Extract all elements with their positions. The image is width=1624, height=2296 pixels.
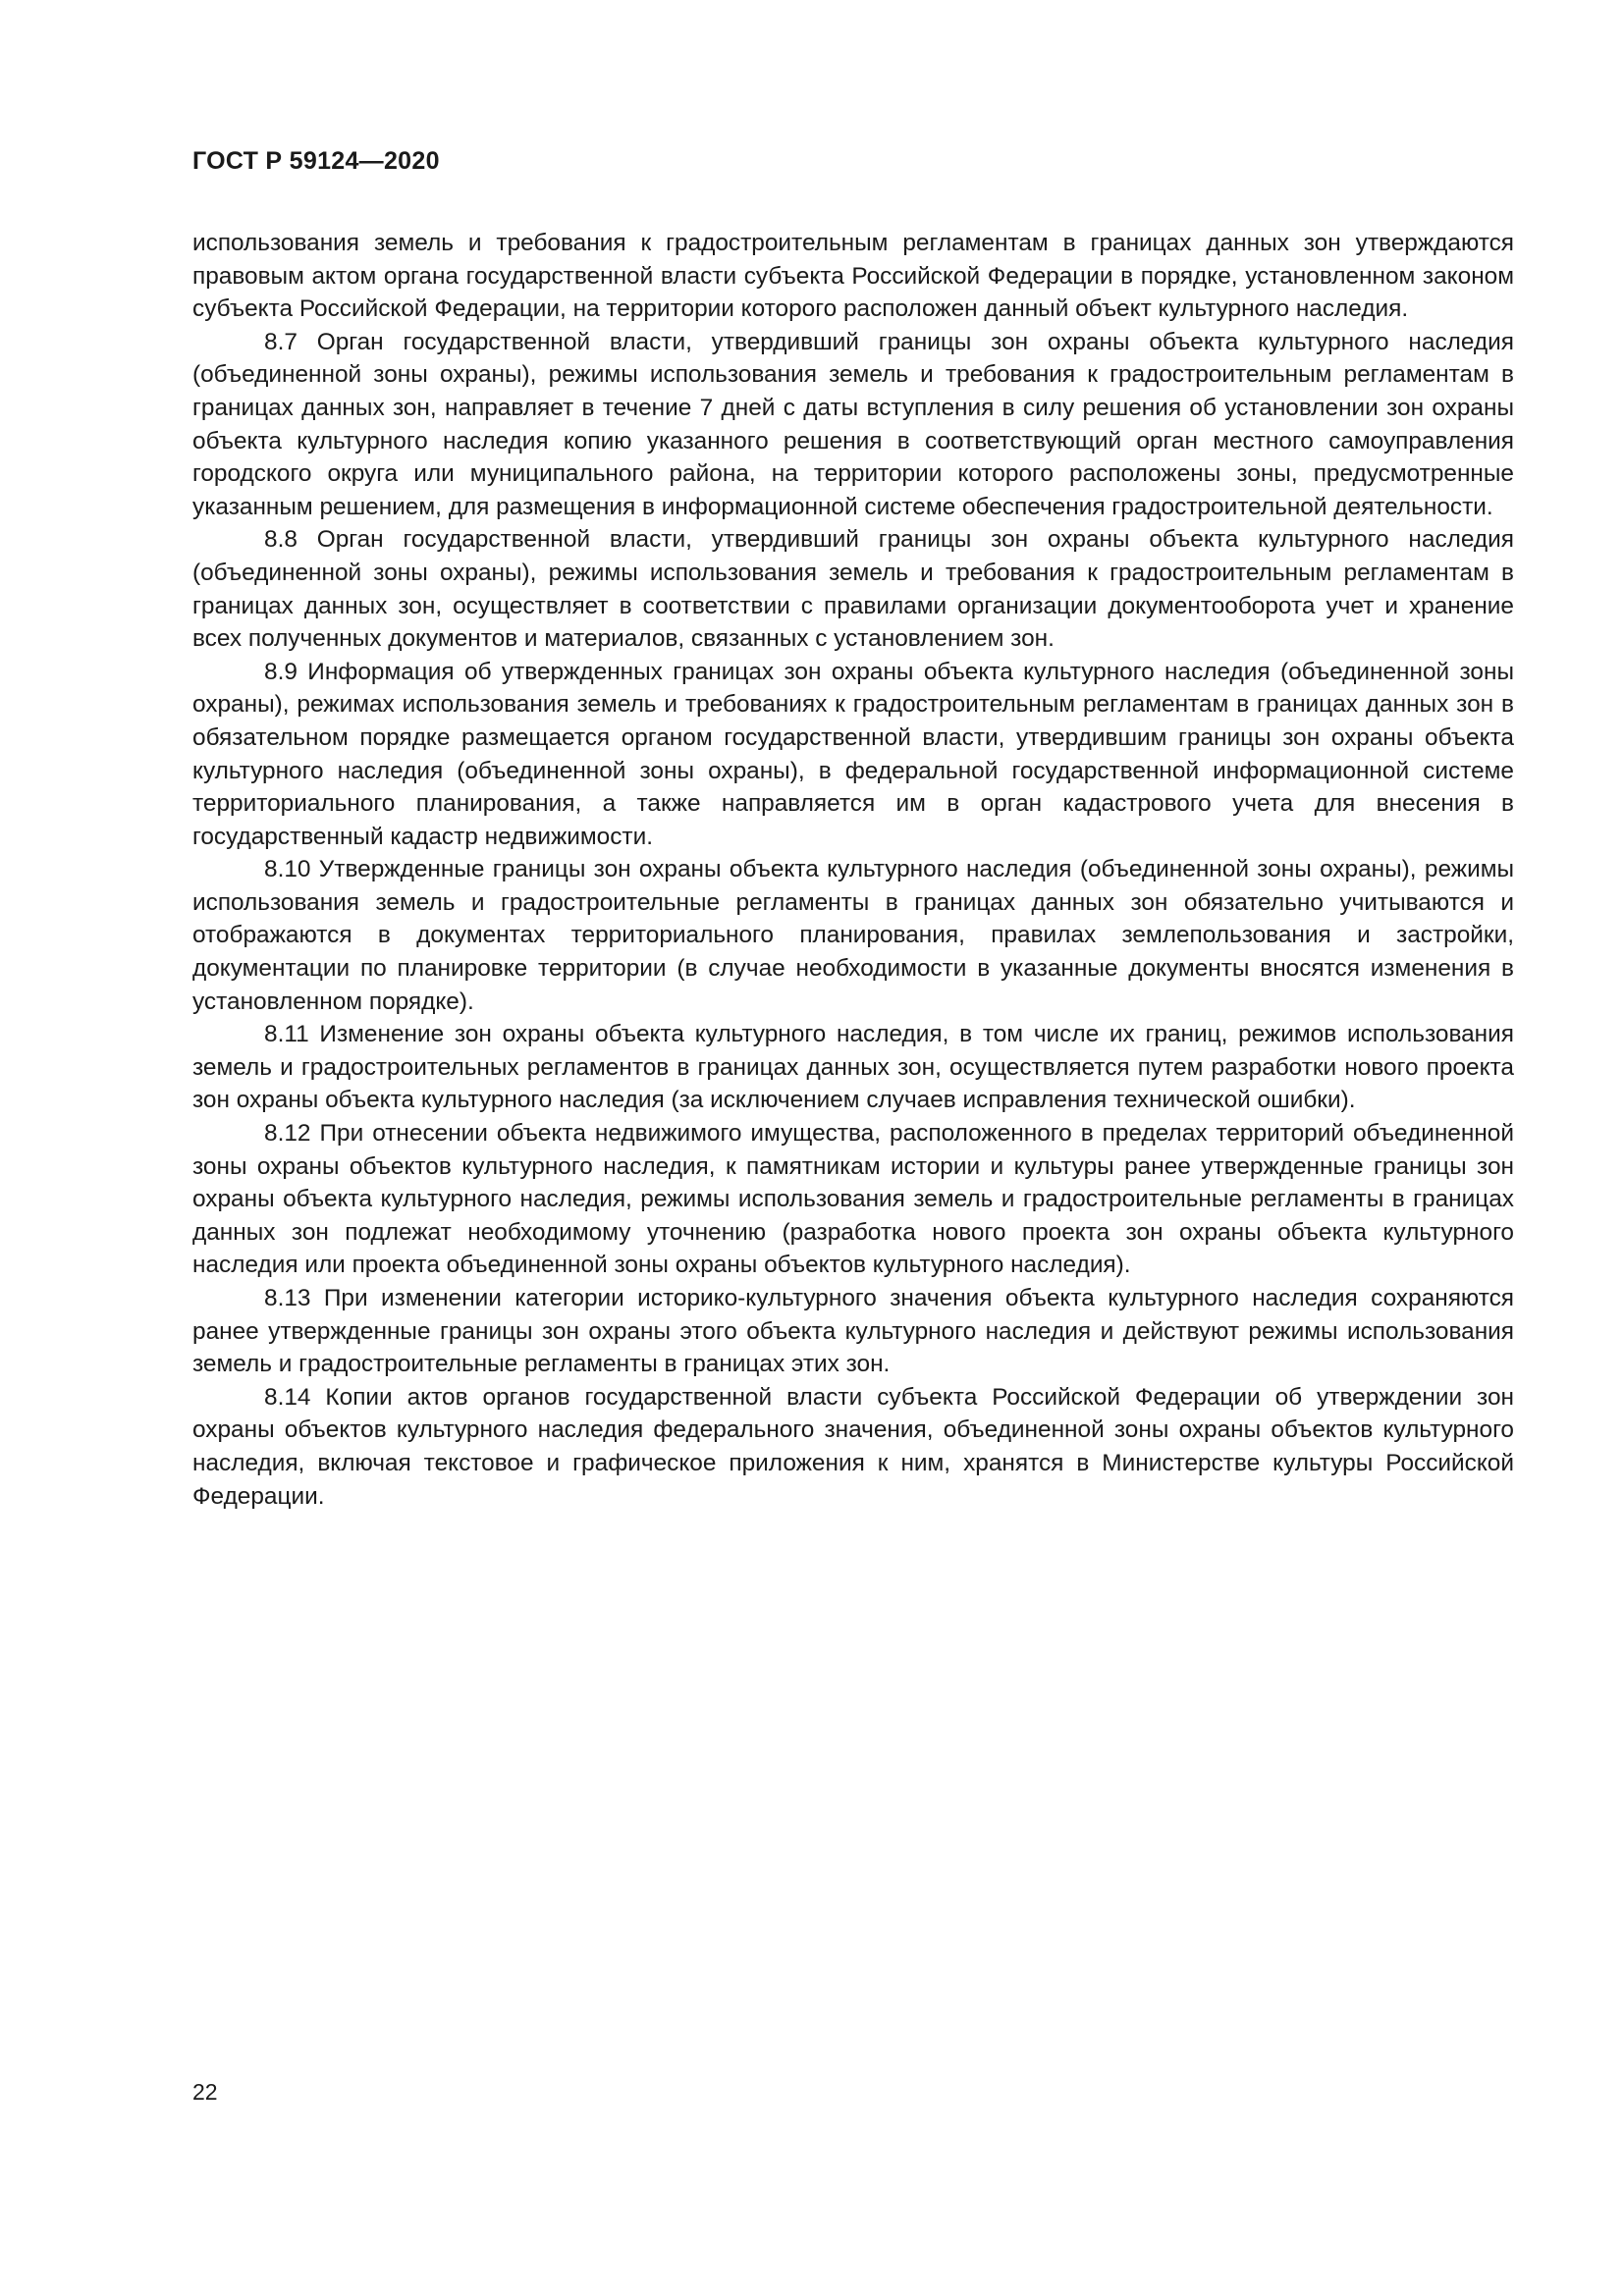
paragraph-continuation: использования земель и требования к градостроительным регламентам в границах данных зон утверждаются правовым актом органа государственной власти субъекта Российской Федерации в порядке, установленном законом субъекта Российской Федерации, на территории которого расположен данный объект культурного наследия. xyxy=(192,230,1514,323)
page-number: 22 xyxy=(192,2079,218,2105)
paragraph-8-8: 8.8 Орган государственной власти, утвердивший границы зон охраны объекта культурного наследия (объединенной зоны охраны), режимы использования земель и требования к градостроительным регламентам в границах данных зон, осуществляет в соответствии с правилами организации документооборота учет и хранение всех полученных документов и материалов, связанных с установлением зон. xyxy=(192,526,1514,653)
paragraph-8-7: 8.7 Орган государственной власти, утвердивший границы зон охраны объекта культурного наследия (объединенной зоны охраны), режимы использования земель и требования к градостроительным регламентам в границах данных зон, направляет в течение 7 дней с даты вступления в силу решения об установлении зон охраны объекта культурного наследия копию указанного решения в соответствующий орган местного самоуправления городского округа или муниципального района, на территории которого расположены зоны, предусмотренные указанным решением, для размещения в информационной системе обеспечения градостроительной деятельности. xyxy=(192,328,1514,520)
document-header: ГОСТ Р 59124—2020 xyxy=(192,147,440,175)
paragraph-8-12: 8.12 При отнесении объекта недвижимого имущества, расположенного в пределах территорий объединенной зоны охраны объектов культурного наследия, к памятникам истории и культуры ранее утвержденные границы зон охраны объекта культурного наследия, режимы использования земель и градостроительные регламенты в границах данных зон подлежат необходимому уточнению (разработка нового проекта зон охраны объекта культурного наследия или проекта объединенной зоны охраны объектов культурного наследия). xyxy=(192,1120,1514,1279)
document-body xyxy=(192,227,1514,1513)
paragraph-8-9: 8.9 Информация об утвержденных границах зон охраны объекта культурного наследия (объединенной зоны охраны), режимах использования земель и требованиях к градостроительным регламентам в границах данных зон в обязательном порядке размещается органом государственной власти, утвердившим границы зон охраны объекта культурного наследия (объединенной зоны охраны), в федеральной государственной информационной системе территориального планирования, а также направляется им в орган кадастрового учета для внесения в государственный кадастр недвижимости. xyxy=(192,658,1514,850)
paragraph-8-10: 8.10 Утвержденные границы зон охраны объекта культурного наследия (объединенной зоны охраны), режимы использования земель и градостроительные регламенты в границах данных зон обязательно учитываются и отображаются в документах территориального планирования, правилах землепользования и застройки, документации по планировке территории (в случае необходимости в указанные документы вносятся изменения в установленном порядке). xyxy=(192,856,1514,1015)
paragraph-8-14: 8.14 Копии актов органов государственной власти субъекта Российской Федерации об утверждении зон охраны объектов культурного наследия федерального значения, объединенной зоны охраны объектов культурного наследия, включая текстовое и графическое приложения к ним, хранятся в Министерстве культуры Российской Федерации. xyxy=(192,1383,1514,1510)
paragraph-8-13: 8.13 При изменении категории историко-культурного значения объекта культурного наследия сохраняются ранее утвержденные границы зон охраны этого объекта культурного наследия и действуют режимы использования земель и градостроительные регламенты в границах этих зон. xyxy=(192,1285,1514,1378)
paragraph-8-11: 8.11 Изменение зон охраны объекта культурного наследия, в том числе их границ, режимов использования земель и градостроительных регламентов в границах данных зон, осуществляется путем разработки нового проекта зон охраны объекта культурного наследия (за исключением случаев исправления технической ошибки). xyxy=(192,1021,1514,1114)
